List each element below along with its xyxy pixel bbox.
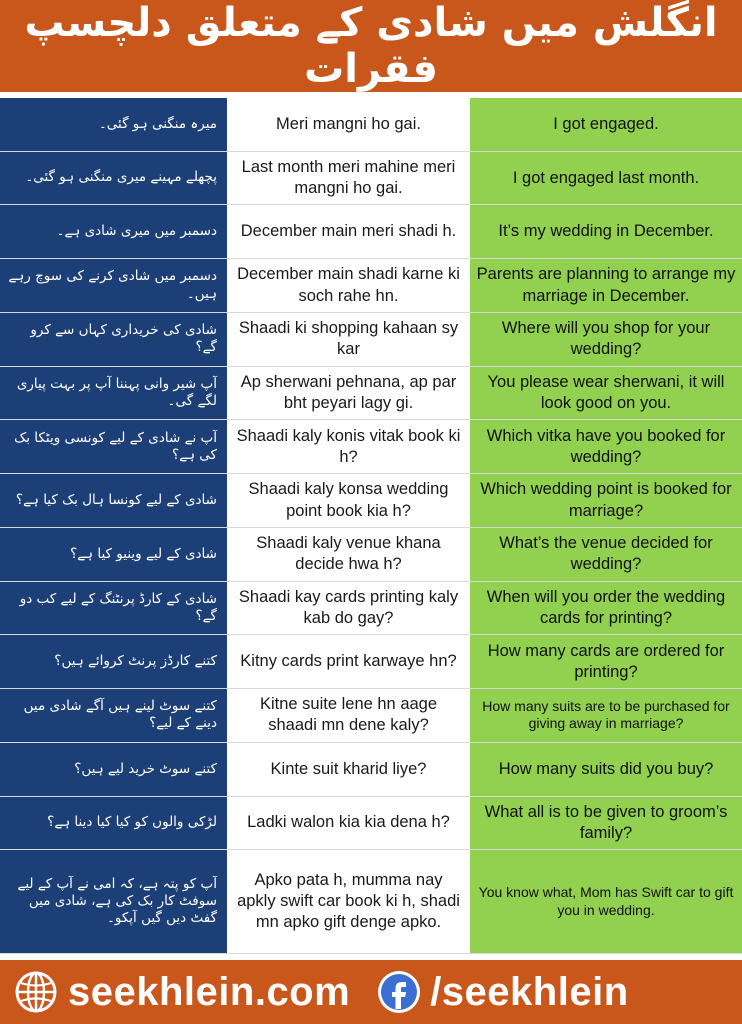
urdu-phrase-text: کتنے کارڈز پرنٹ کروائے ہیں؟ <box>54 653 217 670</box>
table-row <box>0 474 742 528</box>
english-phrase: How many suits did you buy? <box>468 743 742 796</box>
table-row <box>0 689 742 743</box>
english-phrase: I got engaged. <box>468 98 742 151</box>
roman-urdu-phrase: Shaadi ki shopping kahaan sy kar <box>229 313 468 366</box>
english-phrase: When will you order the wedding cards for printing? <box>468 582 742 635</box>
english-phrase: What all is to be given to groom’s family? <box>468 797 742 850</box>
roman-urdu-phrase: Kitny cards print karwaye hn? <box>229 635 468 688</box>
urdu-phrase-text: پچھلے مہینے میری منگنی ہو گئی۔ <box>25 169 217 186</box>
page-title: انگلش میں شادی کے متعلق دلچسپ فقرات <box>24 0 718 92</box>
urdu-phrase <box>0 205 229 258</box>
table-row <box>0 367 742 421</box>
roman-urdu-phrase: Shaadi kaly venue khana decide hwa h? <box>229 528 468 581</box>
facebook-icon <box>376 969 422 1015</box>
roman-urdu-phrase: December main shadi karne ki soch rahe hn. <box>229 259 468 312</box>
website-link[interactable]: seekhlein.com <box>68 969 351 1014</box>
urdu-phrase <box>0 313 229 366</box>
english-phrase: What’s the venue decided for wedding? <box>468 528 742 581</box>
urdu-phrase <box>0 850 229 953</box>
roman-urdu-phrase: Shaadi kaly konis vitak book ki h? <box>229 420 468 473</box>
table-row <box>0 313 742 367</box>
page-footer <box>0 960 742 1024</box>
urdu-phrase <box>0 420 229 473</box>
english-phrase: Which wedding point is booked for marriage? <box>468 474 742 527</box>
urdu-phrase <box>0 98 229 151</box>
globe-icon <box>14 970 58 1014</box>
urdu-phrase <box>0 743 229 796</box>
roman-urdu-phrase: Apko pata h, mumma nay apkly swift car book ki h, shadi mn apko gift denge apko. <box>229 850 468 953</box>
urdu-phrase <box>0 367 229 420</box>
urdu-phrase-text: دسمبر میں شادی کرنے کی سوچ رہے ہیں۔ <box>8 268 217 302</box>
roman-urdu-phrase: Meri mangni ho gai. <box>229 98 468 151</box>
english-phrase: Which vitka have you booked for wedding? <box>468 420 742 473</box>
roman-urdu-phrase: Shaadi kaly konsa wedding point book kia h? <box>229 474 468 527</box>
urdu-phrase-text: شادی کے لیے وینیو کیا ہے؟ <box>70 545 217 562</box>
urdu-phrase-text: دسمبر میں میری شادی ہے۔ <box>56 223 217 240</box>
urdu-phrase <box>0 528 229 581</box>
table-row <box>0 528 742 582</box>
roman-urdu-phrase: Shaadi kay cards printing kaly kab do gay? <box>229 582 468 635</box>
urdu-phrase-text: آپ شیر وانی پہننا آپ پر بہت پیاری لگے گی۔ <box>16 375 217 410</box>
page-header <box>0 0 742 92</box>
roman-urdu-phrase: Ladki walon kia kia dena h? <box>229 797 468 850</box>
urdu-phrase-text: شادی کی خریداری کہاں سے کرو گے؟ <box>30 322 217 356</box>
english-phrase: You know what, Mom has Swift car to gift you in wedding. <box>468 850 742 953</box>
english-phrase: Parents are planning to arrange my marriage in December. <box>468 259 742 312</box>
table-row <box>0 582 742 636</box>
roman-urdu-phrase: Kinte suit kharid liye? <box>229 743 468 796</box>
table-row <box>0 205 742 259</box>
english-phrase: I got engaged last month. <box>468 152 742 205</box>
urdu-phrase-text: کتنے سوٹ لینے ہیں آگے شادی میں دینے کے لیے؟ <box>23 698 217 732</box>
urdu-phrase <box>0 689 229 742</box>
urdu-phrase-text: کتنے سوٹ خرید لیے ہیں؟ <box>74 760 217 777</box>
urdu-phrase-text: آپ کو پتہ ہے، کہ امی نے آپ کے لیے سوفٹ کار بک کی ہے، شادی میں گفٹ دیں گیں آپکو۔ <box>17 875 217 927</box>
table-row <box>0 797 742 851</box>
urdu-phrase-text: شادی کے لیے کونسا ہال بک کیا ہے؟ <box>15 491 217 508</box>
english-phrase: How many cards are ordered for printing? <box>468 635 742 688</box>
english-phrase: You please wear sherwani, it will look good on you. <box>468 367 742 420</box>
phrase-table <box>0 98 742 954</box>
table-row <box>0 850 742 954</box>
table-row <box>0 743 742 797</box>
urdu-phrase-text: لڑکی والوں کو کیا کیا دینا ہے؟ <box>47 814 217 831</box>
table-row <box>0 98 742 152</box>
english-phrase: It’s my wedding in December. <box>468 205 742 258</box>
table-row <box>0 420 742 474</box>
urdu-phrase <box>0 259 229 312</box>
roman-urdu-phrase: Kitne suite lene hn aage shaadi mn dene kaly? <box>229 689 468 742</box>
facebook-handle[interactable]: /seekhlein <box>430 969 629 1014</box>
roman-urdu-phrase: December main meri shadi h. <box>229 205 468 258</box>
english-phrase: How many suits are to be purchased for giving away in marriage? <box>468 689 742 742</box>
roman-urdu-phrase: Ap sherwani pehnana, ap par bht peyari lagy gi. <box>229 367 468 420</box>
urdu-phrase <box>0 474 229 527</box>
urdu-phrase <box>0 582 229 635</box>
roman-urdu-phrase: Last month meri mahine meri mangni ho gai. <box>229 152 468 205</box>
table-row <box>0 259 742 313</box>
urdu-phrase <box>0 797 229 850</box>
urdu-phrase-text: شادی کے کارڈ پرنٹنگ کے لیے کب دو گے؟ <box>19 590 217 624</box>
urdu-phrase-text: آپ نے شادی کے لیے کونسی ویٹکا بک کی ہے؟ <box>14 429 217 463</box>
urdu-phrase-text: میرہ منگنی ہو گئی۔ <box>98 115 217 132</box>
urdu-phrase <box>0 152 229 205</box>
urdu-phrase <box>0 635 229 688</box>
table-row <box>0 635 742 689</box>
english-phrase: Where will you shop for your wedding? <box>468 313 742 366</box>
table-row <box>0 152 742 206</box>
